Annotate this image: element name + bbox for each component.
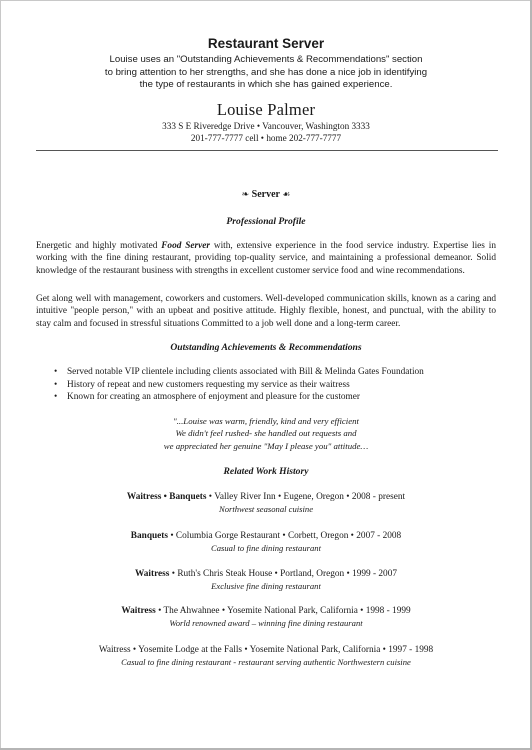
list-item-text: Served notable VIP clientele including clients associated with Bill & Melinda Gates Foundation	[67, 367, 424, 377]
job-note: Exclusive fine dining restaurant	[211, 581, 321, 592]
profile-text: with, extensive experience in the food service industry. Expertise lies in working with the fine dining restaurant, providing top-quality service, and maintaining a professional demeanor. Solid knowledge of the restaurant business with strengths in excellent customer service food and wine recommendations.	[36, 241, 496, 276]
job-entry	[0, 568, 532, 593]
intro-note-line: to bring attention to her strengths, and she has done a nice job in identifying	[104, 66, 428, 78]
profile-text: Energetic and highly motivated	[36, 241, 162, 251]
bullet-icon: •	[54, 367, 58, 377]
achievements-heading: Outstanding Achievements & Recommendations	[170, 342, 362, 353]
left-flourish-icon: ❧	[241, 189, 250, 199]
job-note: World renowned award – winning fine dining restaurant	[169, 618, 363, 629]
job-entry	[0, 644, 532, 669]
list-item-text: History of repeat and new customers requesting my service as their waitress	[67, 379, 350, 390]
job-note: Casual to fine dining restaurant	[211, 543, 321, 554]
job-note: Casual to fine dining restaurant - restaurant serving authentic Northwestern cuisine	[121, 657, 411, 668]
quote-line: we appreciated her genuine "May I please you" attitude…	[163, 440, 369, 451]
job-details: • Ruth's Chris Steak House • Portland, Oregon • 1999 - 2007	[169, 569, 398, 579]
page-border-top	[0, 0, 532, 1]
quote-line: "...Louise was warm, friendly, kind and very efficient	[173, 416, 359, 426]
list-item	[54, 366, 494, 379]
list-item-text: Known for creating an atmosphere of enjoyment and pleasure for the customer	[67, 392, 361, 402]
job-note: Northwest seasonal cuisine	[218, 504, 314, 515]
profile-emphasis: Food Server	[161, 241, 211, 251]
bullet-icon: •	[54, 392, 58, 402]
recommendation-quote	[0, 415, 532, 452]
phone-line: 201-777-7777 cell • home 202-777-7777	[190, 133, 342, 144]
profile-paragraph-2: Get along well with management, coworkers and customers. Well-developed communication skills, known as a caring and intuitive "people person," with an upbeat and positive attitude. Highly flexible, honest, and punctual, with the ability to stay calm and focused in stressful situations Committed to a job well done and a long-term career.	[36, 294, 496, 329]
list-item	[54, 391, 494, 404]
job-title: Waitress • Banquets	[126, 492, 207, 502]
document-title: Restaurant Server	[207, 36, 325, 51]
bullet-icon: •	[54, 379, 58, 390]
quote-line: We didn't feel rushed- she handled out requests and	[175, 428, 357, 439]
work-history-heading: Related Work History	[223, 466, 309, 477]
role-heading	[0, 189, 532, 200]
job-details: Waitress • Yosemite Lodge at the Falls • Yosemite National Park, California • 1997 - 1998	[98, 645, 434, 655]
document-header	[0, 36, 532, 92]
achievements-list	[54, 366, 494, 404]
job-entry	[0, 491, 532, 516]
intro-note-line: the type of restaurants in which she has gained experience.	[139, 79, 393, 91]
job-details: • Valley River Inn • Eugene, Oregon • 2008 - present	[206, 492, 406, 502]
job-entry	[0, 530, 532, 555]
job-title: Waitress	[121, 606, 156, 616]
profile-paragraph-1	[36, 240, 496, 277]
job-title: Waitress	[134, 569, 170, 579]
right-flourish-icon: ☙	[282, 189, 291, 199]
profile-heading: Professional Profile	[226, 216, 306, 227]
contact-block	[0, 100, 532, 145]
job-details: • Columbia Gorge Restaurant • Corbett, Oregon • 2007 - 2008	[168, 531, 402, 541]
header-divider	[36, 150, 498, 151]
person-name: Louise Palmer	[216, 100, 316, 119]
address-line: 333 S E Riveredge Drive • Vancouver, Washington 3333	[162, 121, 370, 131]
job-title: Banquets	[130, 531, 168, 541]
intro-note-line: Louise uses an "Outstanding Achievements & Recommendations" section	[109, 54, 423, 65]
job-entry	[0, 605, 532, 630]
list-item	[54, 379, 494, 392]
job-details: • The Ahwahnee • Yosemite National Park, California • 1998 - 1999	[155, 606, 411, 616]
role-label: Server	[251, 189, 280, 200]
